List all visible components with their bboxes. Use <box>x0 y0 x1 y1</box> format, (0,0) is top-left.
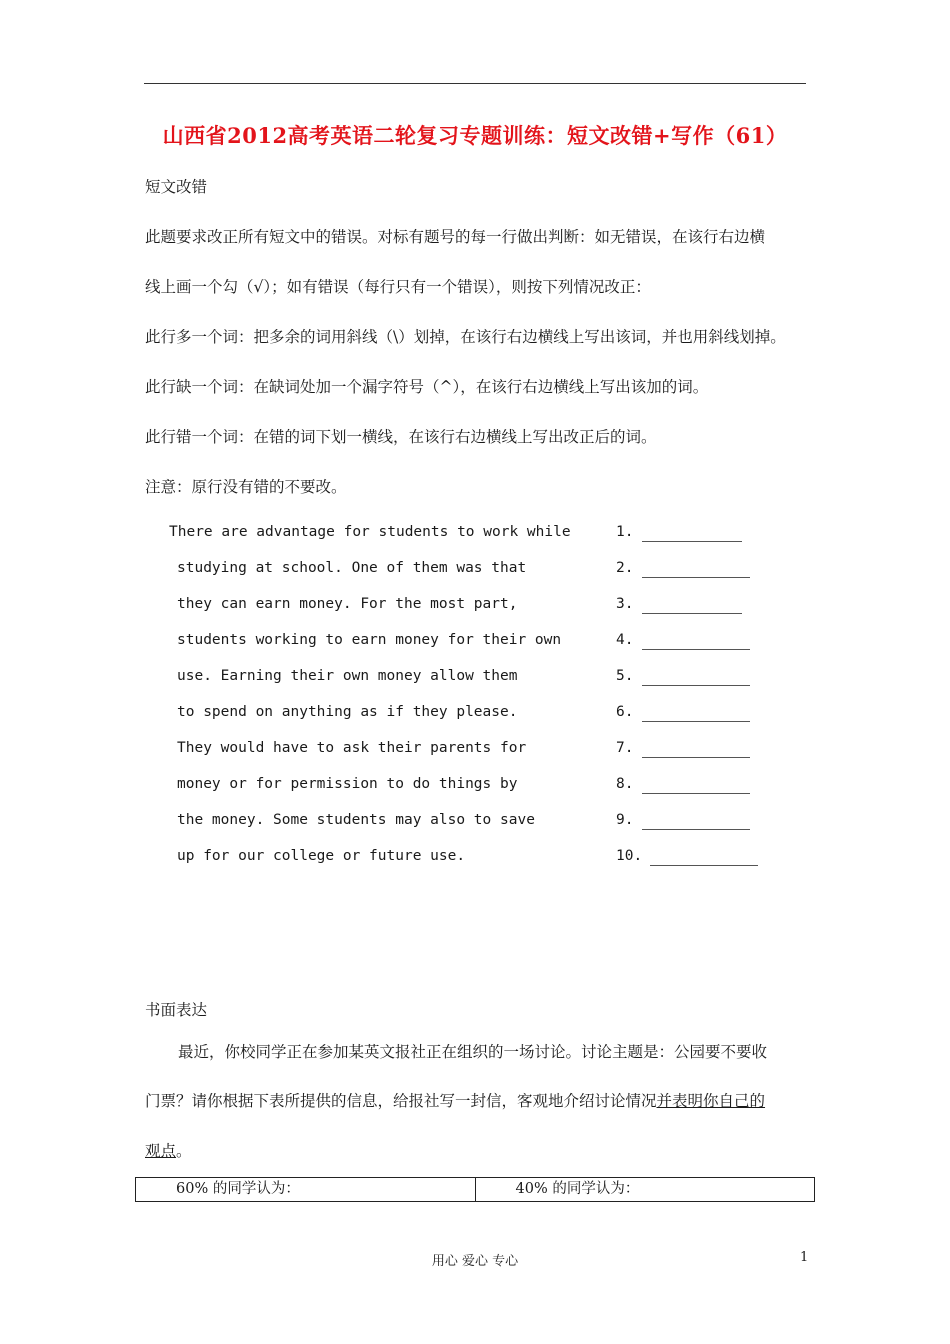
line-number: 7. <box>616 740 634 756</box>
footer-motto: 用心 爱心 专心 <box>431 1254 519 1269</box>
line-number: 6. <box>616 704 634 720</box>
line-number: 10. <box>616 848 643 864</box>
section-heading-error-correction: 短文改错 <box>145 178 208 196</box>
answer-blank[interactable] <box>642 613 742 614</box>
answer-blank[interactable] <box>642 649 750 650</box>
passage-line: they can earn money. For the most part, <box>177 596 518 612</box>
underlined-text: 并表明你自己的 <box>656 1092 766 1110</box>
instruction-line: 此行缺一个词：在缺词处加一个漏字符号（^），在该行右边横线上写出该加的词。 <box>145 378 709 396</box>
passage-line: up for our college or future use. <box>177 848 466 864</box>
answer-blank[interactable] <box>642 829 750 830</box>
line-number: 2. <box>616 560 634 576</box>
answer-blank[interactable] <box>642 541 742 542</box>
table-cell-right: 40% 的同学认为： <box>475 1178 815 1201</box>
passage-line: They would have to ask their parents for <box>177 740 527 756</box>
passage-line: students working to earn money for their own <box>177 632 562 648</box>
passage-line: use. Earning their own money allow them <box>177 668 518 684</box>
instruction-line: 线上画一个勾（√）；如有错误（每行只有一个错误），则按下列情况改正： <box>145 278 651 296</box>
passage-line: money or for permission to do things by <box>177 776 518 792</box>
passage-line: studying at school. One of them was that <box>177 560 527 576</box>
table-cell-left: 60% 的同学认为： <box>176 1181 300 1197</box>
instruction-line: 此行错一个词：在错的词下划一横线，在该行右边横线上写出改正后的词。 <box>145 428 657 446</box>
answer-blank[interactable] <box>642 721 750 722</box>
line-number: 9. <box>616 812 634 828</box>
page-title: 山西省2012高考英语二轮复习专题训练：短文改错+写作（61） <box>162 123 788 148</box>
passage-line: the money. Some students may also to save <box>177 812 535 828</box>
writing-prompt-line <box>145 1089 765 1111</box>
instruction-line: 此行多一个词：把多余的词用斜线（\）划掉，在该行右边横线上写出该词，并也用斜线划掉。 <box>145 328 786 346</box>
writing-prompt-text: 门票？请你根据下表所提供的信息，给报社写一封信，客观地介绍讨论情况 <box>145 1092 657 1110</box>
passage-line: to spend on anything as if they please. <box>177 704 518 720</box>
writing-prompt-line: 最近，你校同学正在参加某英文报社正在组织的一场讨论。讨论主题是：公园要不要收 <box>178 1043 768 1061</box>
passage-line: There are advantage for students to work while <box>169 524 571 540</box>
page-number: 1 <box>800 1250 809 1265</box>
answer-blank[interactable] <box>642 793 750 794</box>
opinion-table <box>135 1177 815 1202</box>
line-number: 1. <box>616 524 634 540</box>
answer-blank[interactable] <box>650 865 758 866</box>
line-number: 5. <box>616 668 634 684</box>
line-number: 8. <box>616 776 634 792</box>
line-number: 3. <box>616 596 634 612</box>
section-heading-writing: 书面表达 <box>145 1001 208 1019</box>
writing-prompt-text: 。 <box>176 1142 192 1160</box>
header-rule <box>144 83 806 84</box>
instruction-note: 注意：原行没有错的不要改。 <box>145 478 347 496</box>
answer-blank[interactable] <box>642 685 750 686</box>
answer-blank[interactable] <box>642 757 750 758</box>
answer-blank[interactable] <box>642 577 750 578</box>
underlined-text: 观点 <box>145 1142 177 1160</box>
instruction-line: 此题要求改正所有短文中的错误。对标有题号的每一行做出判断：如无错误，在该行右边横 <box>145 228 766 246</box>
writing-prompt-line <box>145 1139 192 1161</box>
line-number: 4. <box>616 632 634 648</box>
